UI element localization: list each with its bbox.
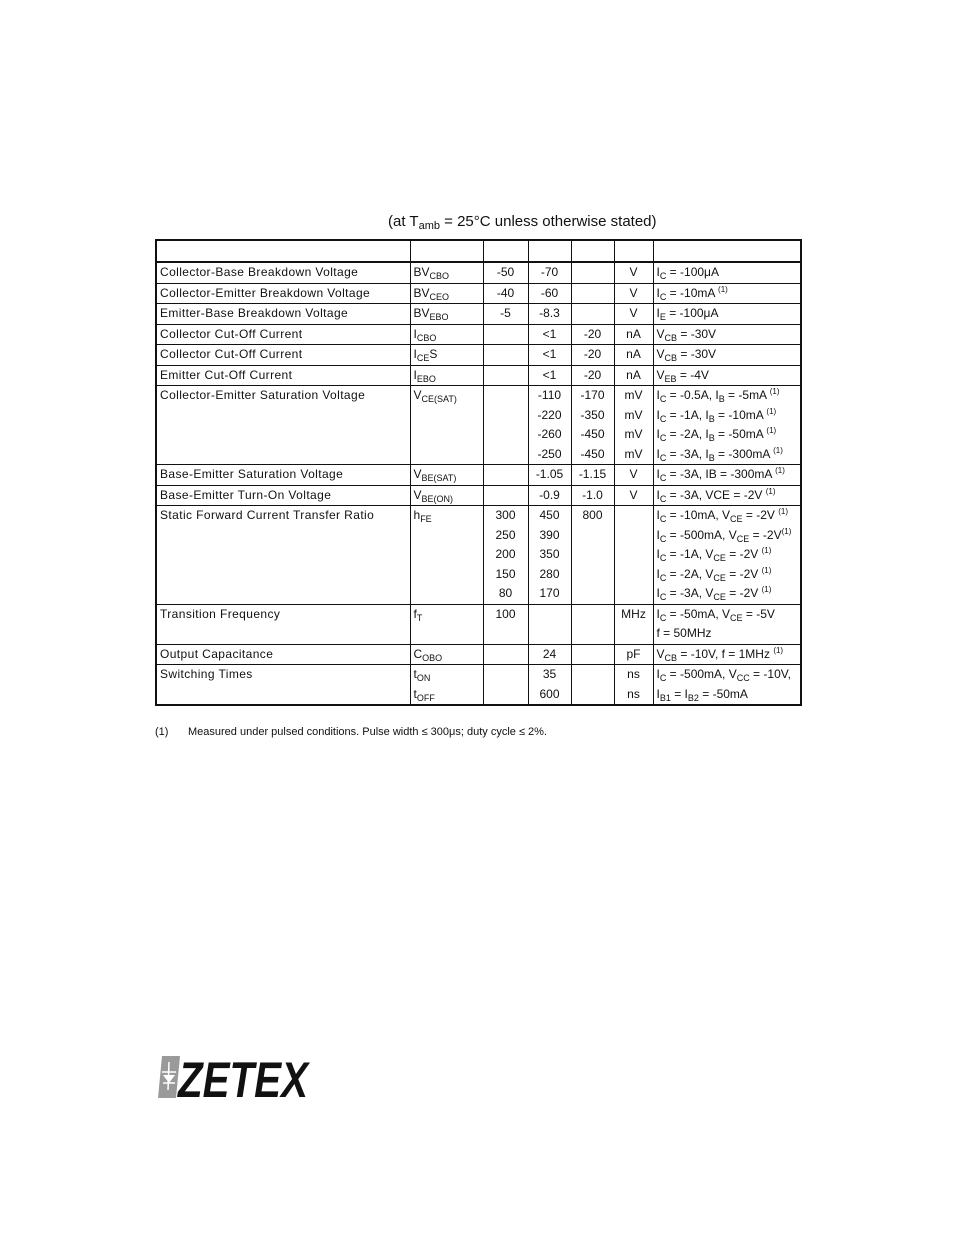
unit-cell [614,485,653,506]
symbol: $V_{BE(ON)}$ [413,487,454,504]
condition-subscript: B [708,413,715,424]
condition-line: $I_C = -3A$, VCE = -2V $^{(1)}$ [656,486,776,504]
table-row [156,324,801,345]
max-cell [571,644,614,665]
footnote-ref: (1) [773,445,783,455]
condition-subscript: C [659,514,667,524]
footnote-ref: (1) [769,387,780,396]
condition-line: $V_{EB} = -4V$ [656,367,709,384]
parameter: Collector-Emitter Breakdown Voltage [156,283,410,304]
condition-subscript: C [659,394,667,404]
conditions-cell [653,665,801,706]
conditions-cell [653,386,801,465]
footnote-ref: (1) [766,406,777,416]
typ-cell [528,506,571,605]
symbol: $I_{EBO}$ [413,367,436,384]
footnote-ref: (1) [718,284,728,294]
min-value: -40 [496,285,515,300]
parameter: Collector Cut-Off Current [156,324,410,345]
symbol-cell [410,665,483,706]
symbol: $h_{FE}$ [413,508,432,524]
symbol-cell [410,506,483,605]
condition-line: $I_C = -3A$, $V_{CE} = -2V$ $^{(1)}$ [656,585,772,602]
parameter: Collector Cut-Off Current [156,345,410,366]
min-value: 80 [498,586,513,600]
symbol-subscript: EBO [416,373,436,384]
symbol: $I_{CE}S$ [413,347,438,363]
symbol: $I_{CBO}$ [413,326,437,343]
typ-cell [528,604,571,644]
symbol-cell [410,365,483,386]
typ-value: -110 [537,388,562,402]
max-value [575,645,611,665]
unit-cell [614,365,653,386]
table-header-row [156,240,801,262]
min-value: 300 [495,508,516,522]
max-cell [571,465,614,486]
table-row [156,644,801,665]
parameter: Output Capacitance [156,644,410,665]
max-cell [571,345,614,366]
max-cell [571,324,614,345]
symbol-cell [410,386,483,465]
unit-cell [614,283,653,304]
typ-value: -1.05 [535,467,564,481]
footnote-ref: (1) [781,526,792,536]
condition-subscript: CB [664,353,678,363]
typ-value: <1 [542,347,557,361]
max-cell [571,283,614,304]
typ-cell [528,283,571,304]
conditions-cell [653,324,801,345]
footnote-ref: (1) [761,585,772,594]
unit-value: mV [624,407,643,422]
symbol-subscript: CE [416,353,430,363]
max-value [575,665,611,685]
max-value: -450 [580,427,605,441]
condition-subscript: C [659,413,667,424]
typ-value: <1 [542,367,557,382]
typ-value: -60 [540,285,559,300]
condition-line: $I_C = -100\mu A$ [656,265,719,281]
max-cell [571,506,614,605]
parameter: Emitter-Base Breakdown Voltage [156,304,410,325]
max-value [575,304,611,324]
condition-subscript: CE [713,553,726,563]
condition-subscript: B1 [659,692,671,703]
table-row [156,283,801,304]
max-value: 800 [582,508,603,522]
unit-cell [614,644,653,665]
symbol-subscript: T [416,612,423,623]
typ-cell [528,324,571,345]
symbol-cell [410,604,483,644]
symbol-cell [410,304,483,325]
unit-value: MHz [621,606,646,621]
condition-line: $I_C = -3A$, IB = -300mA $^{(1)}$ [656,466,785,483]
min-value [487,645,525,665]
symbol: $t_{OFF}$ [413,686,435,703]
max-cell [571,386,614,465]
min-cell [483,604,528,644]
conditions-cell [653,604,801,644]
max-value: -1.0 [582,487,603,502]
zetex-logo [156,1052,311,1108]
condition-subscript: C [659,433,667,443]
symbol-cell [410,324,483,345]
condition-line: $I_C = -3A$, $I_B = -300mA$ $^{(1)}$ [656,445,783,463]
footnote: (1) Measured under pulsed conditions. Pulse width ≤ 300μs; duty cycle ≤ 2%. [155,726,547,738]
max-value: -20 [583,347,602,361]
unit-cell [614,465,653,486]
condition-line: $V_{CB} = -30V$ [656,347,717,363]
min-value: -5 [500,306,511,320]
symbol-subscript: BE(SAT) [421,473,457,483]
condition-subscript: C [659,592,667,602]
parameter: Base-Emitter Turn-On Voltage [156,485,410,506]
conditions-cell [653,506,801,605]
min-cell [483,345,528,366]
typ-cell [528,365,571,386]
footnote-ref: (1) [765,486,776,496]
parameter: Transition Frequency [156,604,410,644]
unit-cell [614,262,653,283]
typ-cell [528,465,571,486]
typ-value [532,605,568,625]
parameter: Base-Emitter Saturation Voltage [156,465,410,486]
unit-cell [614,304,653,325]
unit-cell [614,506,653,605]
unit-value: V [629,487,638,502]
table-row [156,262,801,283]
table-row [156,345,801,366]
max-cell [571,665,614,706]
min-cell [483,262,528,283]
min-cell [483,283,528,304]
condition-line: $V_{CB} = -10V$, f = 1MHz $^{(1)}$ [656,645,784,663]
unit-value: pF [626,646,641,661]
max-value [575,263,611,283]
max-value: -350 [580,407,605,422]
condition-subscript: C [659,452,667,463]
condition-subscript: CE [736,533,750,544]
typ-value: 170 [539,586,560,600]
unit-cell [614,386,653,465]
min-cell [483,485,528,506]
table-row [156,304,801,325]
condition-subscript: CE [713,572,726,583]
typ-cell [528,304,571,325]
unit-value: mV [624,446,643,461]
condition-line: $I_C = -500mA$, $V_{CE} = -2V^{(1)}$ [656,526,792,544]
max-value: -20 [583,367,602,382]
typ-value: 390 [539,527,560,542]
symbol-subscript: OBO [422,652,443,663]
min-cell [483,365,528,386]
min-cell [483,665,528,706]
footnote-ref: (1) [761,565,772,575]
typ-value: 24 [542,646,557,661]
table-row [156,485,801,506]
max-value: -450 [580,446,605,461]
unit-cell [614,345,653,366]
parameter: Collector-Emitter Saturation Voltage [156,386,410,465]
symbol-cell [410,262,483,283]
typ-value: 280 [539,566,560,581]
unit-value: ns [627,686,640,701]
max-value: -170 [580,388,605,402]
condition-line: $I_C = -2A$, $V_{CE} = -2V$ $^{(1)}$ [656,565,772,583]
conditions-cell [653,262,801,283]
unit-value: nA [626,347,641,361]
max-value: -1.15 [578,467,607,481]
symbol-subscript: OFF [416,692,435,703]
max-cell [571,304,614,325]
unit-cell [614,604,653,644]
min-value: -50 [496,265,515,279]
typ-cell [528,386,571,465]
condition-line: $I_{B1} = I_{B2} = -50mA$ [656,686,748,703]
typ-value: -70 [540,265,559,279]
table-row [156,604,801,644]
typ-cell [528,345,571,366]
unit-value: V [629,306,638,320]
unit-value: mV [624,388,643,402]
condition-line: $V_{CB} = -30V$ [656,326,717,343]
max-cell [571,604,614,644]
min-cell [483,304,528,325]
condition-line: $I_C = -1A$, $V_{CE} = -2V$ $^{(1)}$ [656,546,772,563]
min-value [487,486,525,506]
footnote-ref: (1) [766,426,777,435]
table-row [156,506,801,605]
condition-subscript: CE [730,514,743,524]
max-value: -20 [583,326,602,341]
condition-line: f = 50MHz [656,626,712,640]
table-row [156,665,801,706]
symbol-subscript: CBO [416,332,437,343]
symbol-cell [410,345,483,366]
symbol-cell [410,465,483,486]
typ-value: <1 [542,326,557,341]
symbol-subscript: BE(ON) [421,493,454,504]
condition-subscript: B [718,394,725,404]
footnote-ref: (1) [761,546,772,555]
condition-line: $I_C = -0.5A$, $I_B = -5mA$ $^{(1)}$ [656,387,780,404]
svg-text:ZETEX: ZETEX [176,1052,311,1108]
symbol-subscript: FE [420,514,432,524]
min-value [487,386,525,406]
unit-value [618,506,650,526]
unit-value: V [629,467,638,481]
typ-cell [528,485,571,506]
symbol: $BV_{CEO}$ [413,285,450,302]
symbol-cell [410,485,483,506]
symbol-subscript: CE(SAT) [421,394,457,404]
symbol-subscript: CBO [429,271,450,281]
min-cell [483,644,528,665]
symbol-cell [410,283,483,304]
typ-cell [528,262,571,283]
footnote-ref: (1) [775,466,785,475]
condition-subscript: CC [736,673,750,683]
table-caption: (at $T_{amb} = 25^\circ C$ unless otherwise stated) [388,213,657,232]
parameter: Static Forward Current Transfer Ratio [156,506,410,605]
condition-subscript: B2 [687,692,699,703]
condition-subscript: CE [713,592,726,602]
condition-subscript: C [659,553,667,563]
max-cell [571,485,614,506]
conditions-cell [653,283,801,304]
condition-subscript: C [659,291,667,302]
typ-cell [528,665,571,706]
unit-value: mV [624,427,643,441]
typ-value: -220 [537,407,562,422]
symbol-subscript: ON [416,673,431,683]
symbol: $V_{CE(SAT)}$ [413,388,457,404]
min-value: 200 [495,547,516,561]
condition-line: $I_C = -500mA$, $V_{CC} = -10V$, [656,667,791,683]
symbol: $BV_{EBO}$ [413,306,449,322]
unit-value: nA [626,367,641,382]
condition-line: $I_E = -100\mu A$ [656,306,719,322]
symbol: $V_{BE(SAT)}$ [413,467,457,483]
symbol-subscript: EBO [429,312,449,322]
condition-line: $I_C = -10mA$, $V_{CE} = -2V$ $^{(1)}$ [656,507,789,524]
condition-line: $I_C = -50mA$, $V_{CE} = -5V$ [656,606,775,623]
table-row [156,365,801,386]
unit-cell [614,324,653,345]
min-cell [483,386,528,465]
footnote-ref: (1) [773,645,784,655]
typ-value: -8.3 [539,306,560,320]
min-value: 250 [495,527,516,542]
conditions-cell [653,304,801,325]
conditions-cell [653,365,801,386]
conditions-cell [653,465,801,486]
conditions-cell [653,485,801,506]
min-value [487,366,525,386]
typ-value: -250 [537,446,562,461]
unit-value: V [629,265,638,279]
symbol: $C_{OBO}$ [413,646,443,663]
condition-line: $I_C = -2A$, $I_B = -50mA$ $^{(1)}$ [656,426,777,443]
symbol: $f_T$ [413,606,423,623]
condition-subscript: B [708,433,715,443]
typ-cell [528,644,571,665]
condition-subscript: C [659,572,667,583]
symbol: $BV_{CBO}$ [413,265,450,281]
max-value [575,605,611,625]
condition-subscript: E [659,312,666,322]
typ-value: 35 [542,667,557,681]
unit-value: V [629,285,638,300]
parameter: Collector-Base Breakdown Voltage [156,262,410,283]
condition-subscript: B [708,452,715,463]
min-cell [483,465,528,486]
condition-line: $I_C = -1A$, $I_B = -10mA$ $^{(1)}$ [656,406,777,424]
conditions-cell [653,644,801,665]
min-cell [483,506,528,605]
electrical-characteristics-table [155,239,802,706]
unit-value: ns [627,667,640,681]
condition-subscript: C [659,612,667,623]
min-value: 100 [495,606,516,621]
max-value [575,284,611,304]
typ-value: -0.9 [539,487,560,502]
table-row [156,386,801,465]
unit-value: nA [626,326,641,341]
symbol: $t_{ON}$ [413,667,431,683]
symbol-subscript: CEO [429,291,450,302]
typ-value: 450 [539,508,560,522]
condition-line: $I_C = -10mA$ $^{(1)}$ [656,284,728,302]
conditions-cell [653,345,801,366]
parameter: Switching Times [156,665,410,706]
condition-subscript: C [659,493,667,504]
footnote-ref: (1) [778,507,789,516]
condition-subscript: CE [730,612,743,623]
condition-subscript: CB [664,652,678,663]
table-row [156,465,801,486]
condition-subscript: CB [664,332,678,343]
max-cell [571,365,614,386]
parameter: Emitter Cut-Off Current [156,365,410,386]
min-value: 150 [495,566,516,581]
min-value [487,665,525,685]
typ-value: -260 [537,427,562,441]
condition-subscript: C [659,473,667,483]
unit-cell [614,665,653,706]
typ-value: 600 [539,686,560,701]
min-value [487,345,525,365]
symbol-cell [410,644,483,665]
condition-subscript: EB [664,373,677,384]
min-value [487,465,525,485]
condition-subscript: C [659,533,667,544]
min-value [487,325,525,345]
max-cell [571,262,614,283]
condition-subscript: C [659,673,667,683]
condition-subscript: C [659,271,667,281]
typ-value: 350 [539,547,560,561]
min-cell [483,324,528,345]
